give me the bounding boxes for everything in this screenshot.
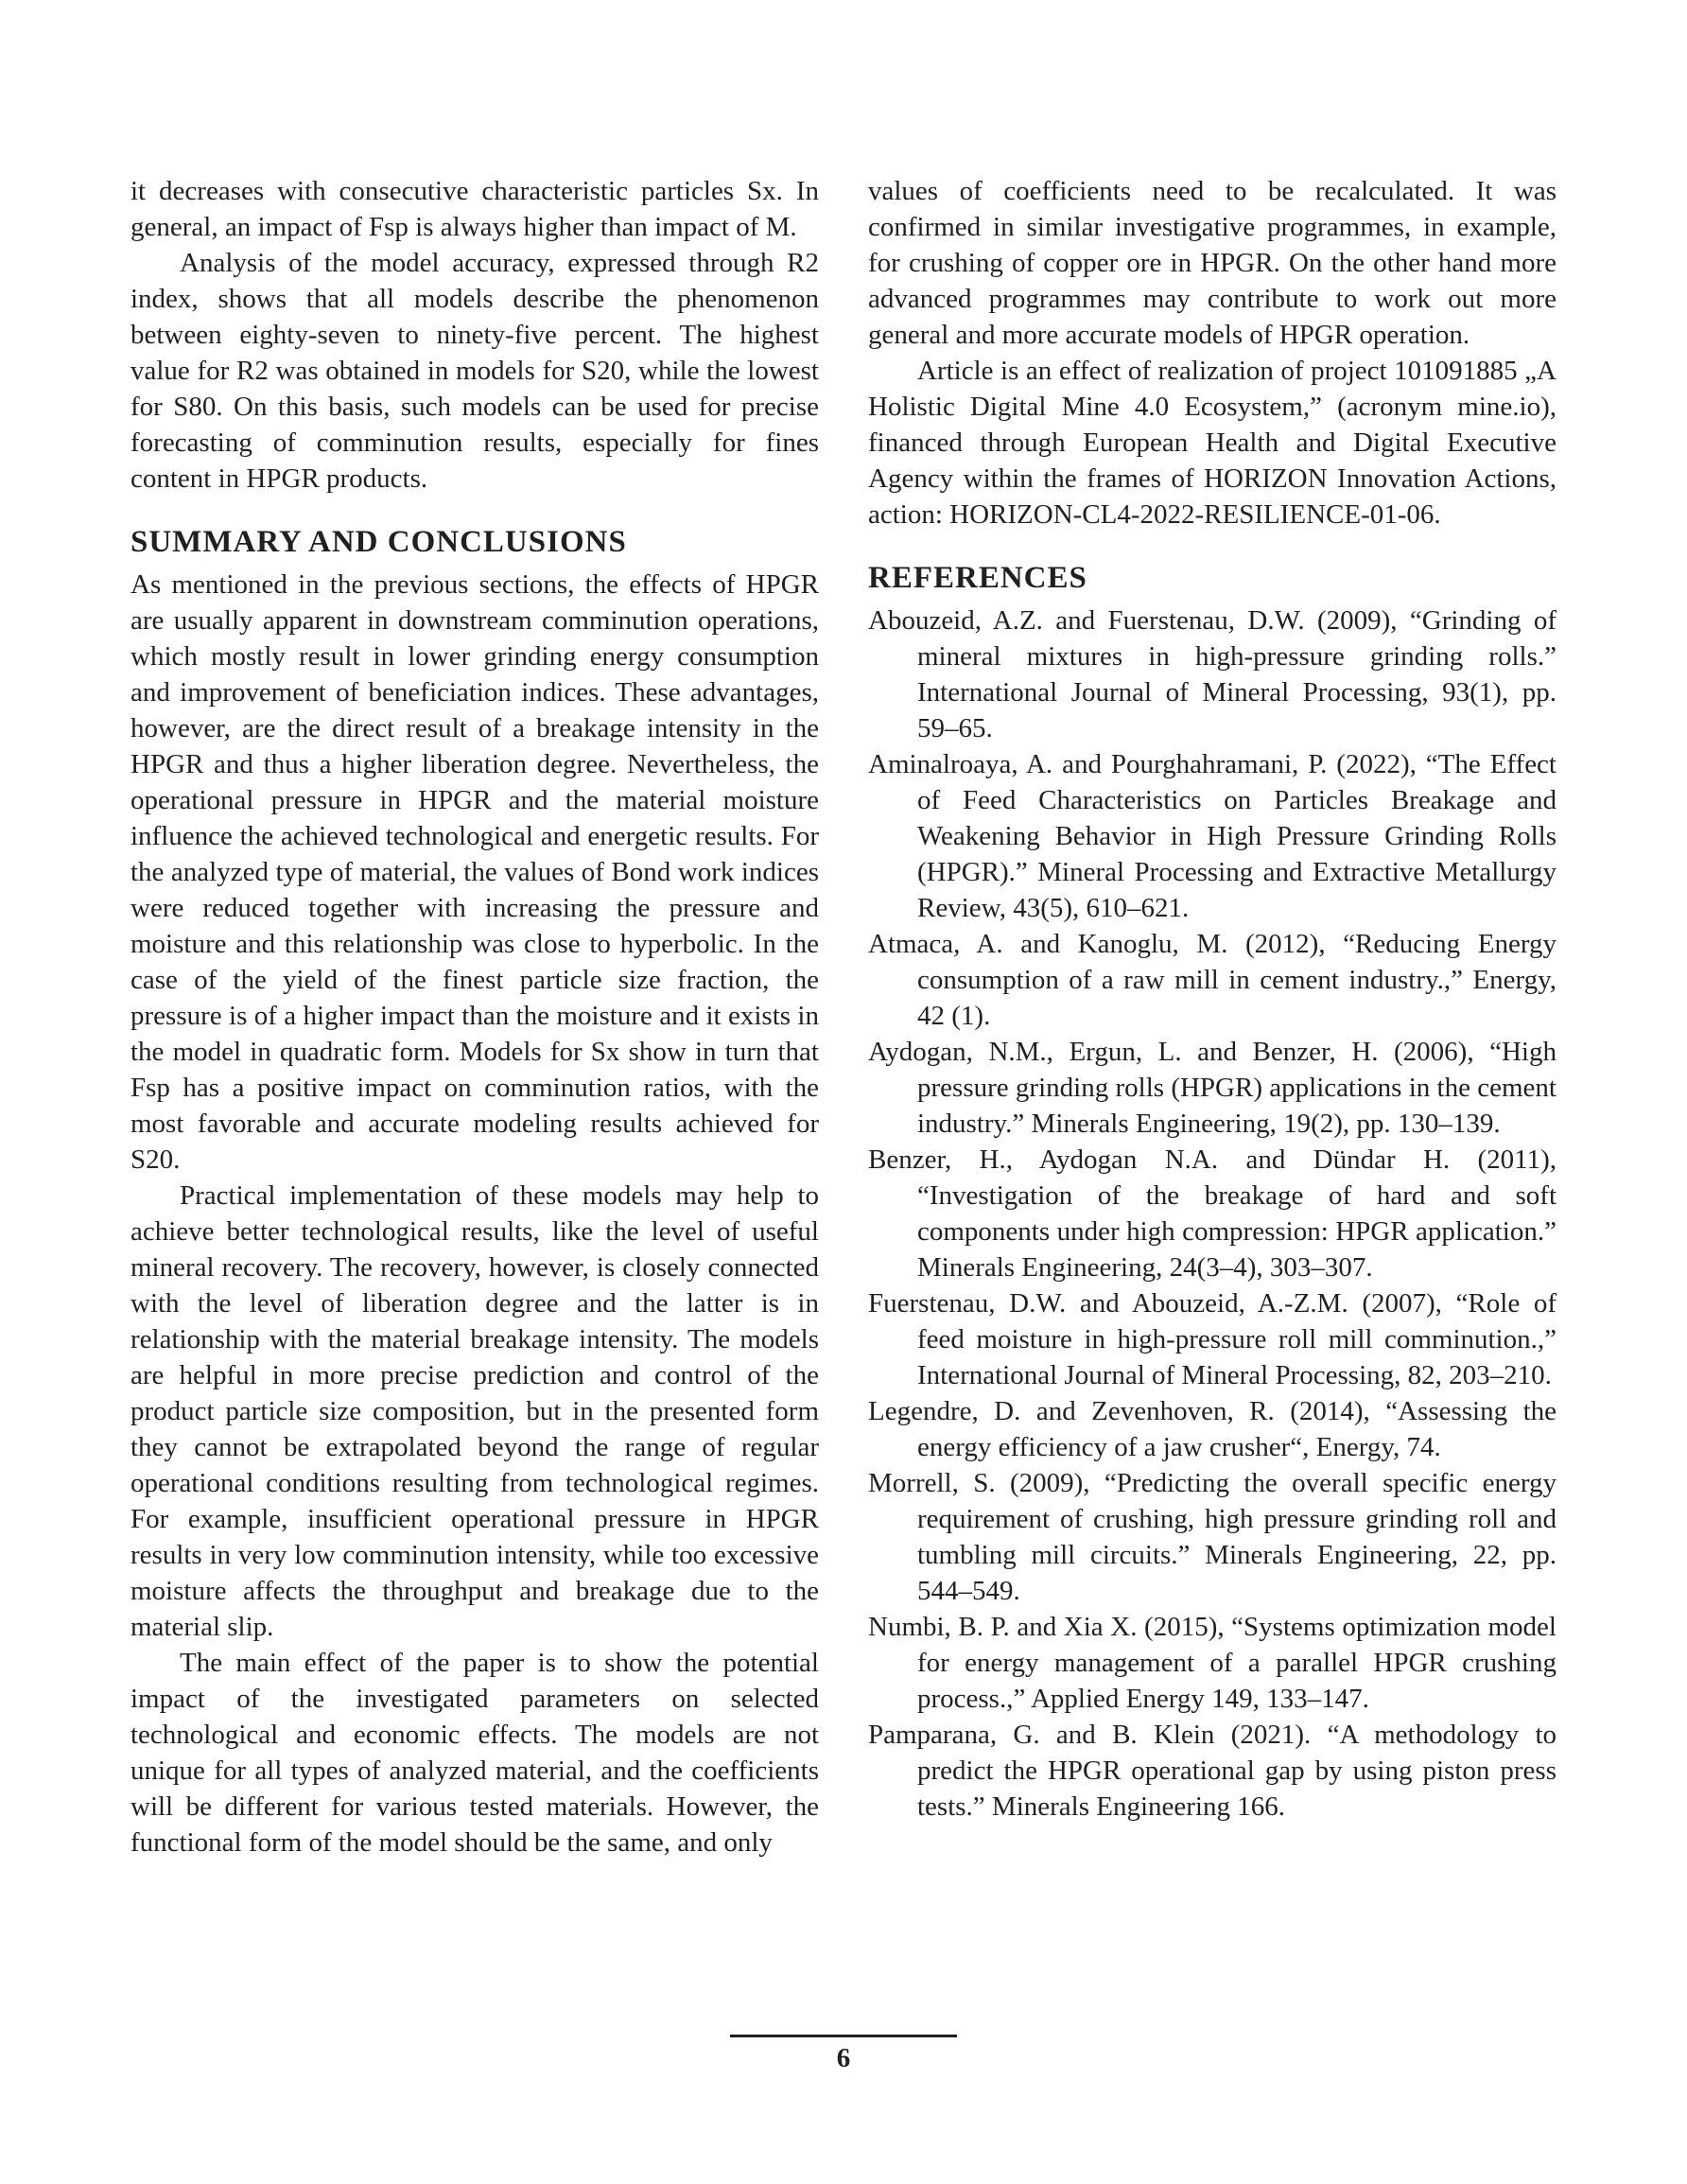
reference-item: Fuerstenau, D.W. and Abouzeid, A.-Z.M. (2007), “Role of feed moisture in high-pressure roll mill comminution.,” International Journal of Mineral Processing, 82, 203–210. [868,1288,1557,1390]
footer-rule [730,2035,957,2037]
reference-item: Numbi, B. P. and Xia X. (2015), “Systems optimization model for energy management of a parallel HPGR crushing process.,” Applied Energy 149, 133–147. [868,1612,1557,1714]
reference-item: Abouzeid, A.Z. and Fuerstenau, D.W. (2009), “Grinding of mineral mixtures in high-pressure grinding rolls.” International Journal of Mineral Processing, 93(1), pp. 59–65. [868,605,1557,743]
reference-item: Aydogan, N.M., Ergun, L. and Benzer, H. (2006), “High pressure grinding rolls (HPGR) applications in the cement industry.” Minerals Engineering, 19(2), pp. 130–139. [868,1037,1557,1139]
body-paragraph: Analysis of the model accuracy, expressed through R2 index, shows that all models describe the phenomenon between eighty-seven to ninety-five percent. The highest value for R2 was obtained in models for S20, while the lowest for S80. On this basis, such models can be used for precise forecasting of comminution results, especially for fines content in HPGR products. [130,248,819,494]
left-column [130,173,819,1861]
body-paragraph: Practical implementation of these models may help to achieve better technological results, like the level of useful mineral recovery. The recovery, however, is closely connected with the level of liberation degree and the latter is in relationship with the material breakage intensity. The models are helpful in more precise prediction and control of the product particle size composition, but in the presented form they cannot be extrapolated beyond the range of regular operational conditions resulting from technological regimes. For example, insufficient operational pressure in HPGR results in very low comminution intensity, while too excessive moisture affects the throughput and breakage due to the material slip. [130,1180,819,1642]
reference-item: Atmaca, A. and Kanoglu, M. (2012), “Reducing Energy consumption of a raw mill in cement industry.,” Energy, 42 (1). [868,929,1557,1031]
page-number: 6 [836,2043,851,2073]
reference-item: Legendre, D. and Zevenhoven, R. (2014), “Assessing the energy efficiency of a jaw crusher“, Energy, 74. [868,1396,1557,1462]
reference-item: Morrell, S. (2009), “Predicting the overall specific energy requirement of crushing, high pressure grinding roll and tumbling mill circuits.” Minerals Engineering, 22, pp. 544–549. [868,1468,1557,1606]
body-paragraph: values of coefficients need to be recalculated. It was confirmed in similar investigative programmes, in example, for crushing of copper ore in HPGR. On the other hand more advanced programmes may contribute to work out more general and more accurate models of HPGR operation. [868,176,1557,350]
body-paragraph: The main effect of the paper is to show the potential impact of the investigated parameters on selected technological and economic effects. The models are not unique for all types of analyzed material, and the coefficients will be different for various tested materials. However, the functional form of the model should be the same, and only [130,1648,819,1858]
body-paragraph: As mentioned in the previous sections, the effects of HPGR are usually apparent in downstream comminution operations, which mostly result in lower grinding energy consumption and improvement of beneficiation indices. These advantages, however, are the direct result of a breakage intensity in the HPGR and thus a higher liberation degree. Nevertheless, the operational pressure in HPGR and the material moisture influence the achieved technological and energetic results. For the analyzed type of material, the values of Bond work indices were reduced together with increasing the pressure and moisture and this relationship was close to hyperbolic. In the case of the yield of the finest particle size fraction, the pressure is of a higher impact than the moisture and it exists in the model in quadratic form. Models for Sx show in turn that Fsp has a positive impact on comminution ratios, with the most favorable and accurate modeling results achieved for S20. [130,569,819,1175]
section-heading-references: REFERENCES [868,561,1087,595]
section-heading-summary: SUMMARY AND CONCLUSIONS [130,525,627,559]
reference-item: Aminalroaya, A. and Pourghahramani, P. (2022), “The Effect of Feed Characteristics on Particles Breakage and Weakening Behavior in High Pressure Grinding Rolls (HPGR).” Mineral Processing and Extractive Metallurgy Review, 43(5), 610–621. [868,749,1557,923]
body-paragraph: it decreases with consecutive characteristic particles Sx. In general, an impact of Fsp is always higher than impact of M. [130,176,819,242]
right-column [868,173,1557,1825]
reference-list [868,603,1557,1825]
reference-item: Pamparana, G. and B. Klein (2021). “A methodology to predict the HPGR operational gap by using piston press tests.” Minerals Engineering 166. [868,1720,1557,1822]
acknowledgement-paragraph: Article is an effect of realization of project 101091885 „A Holistic Digital Mine 4.0 Ecosystem,” (acronym mine.io), financed through European Health and Digital Executive Agency within the frames of HORIZON Innovation Actions, action: HORIZON-CL4-2022-RESILIENCE-01-06. [868,356,1557,530]
reference-item: Benzer, H., Aydogan N.A. and Dündar H. (2011), “Investigation of the breakage of hard and soft components under high compression: HPGR application.” Minerals Engineering, 24(3–4), 303–307. [868,1144,1557,1283]
